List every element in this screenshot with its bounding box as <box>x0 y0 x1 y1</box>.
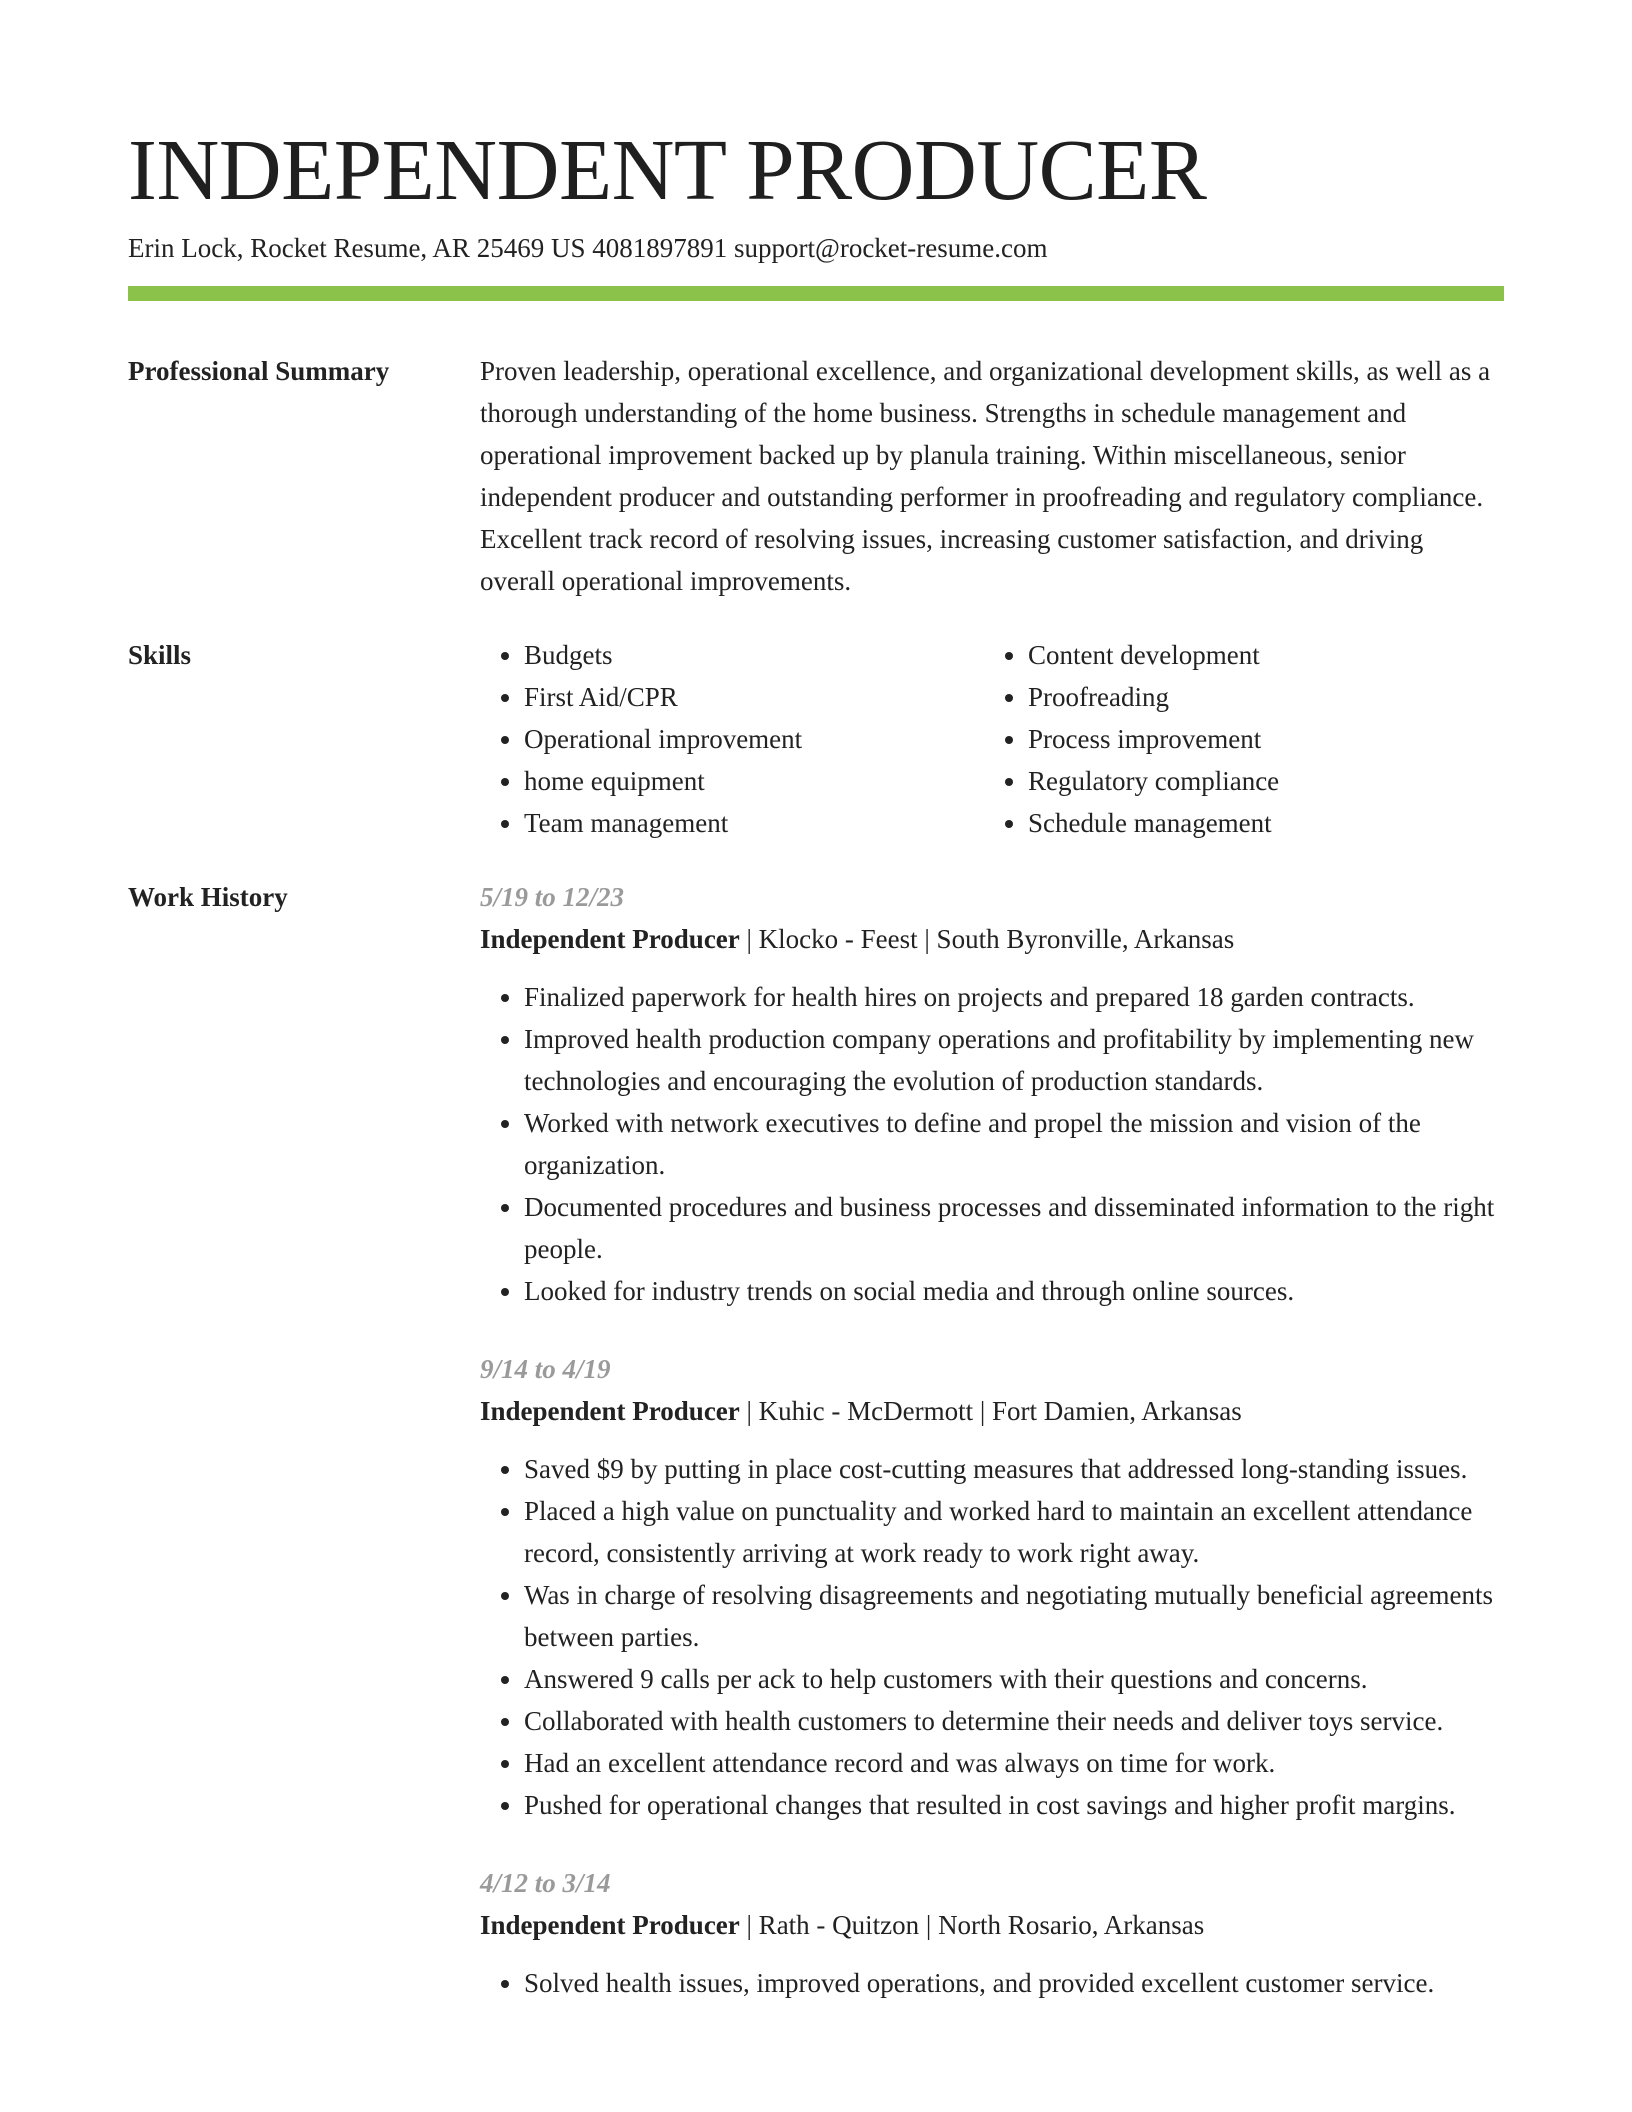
skill-item: • Proofreading <box>1028 676 1504 718</box>
job-title: Independent Producer <box>480 1396 740 1426</box>
skills-section <box>128 634 1504 844</box>
job-title: Independent Producer <box>480 924 740 954</box>
section-label-work-history: Work History <box>128 882 288 912</box>
job-bullet: • Looked for industry trends on social media and through online sources. <box>524 1270 1504 1312</box>
skills-list-left <box>480 634 984 844</box>
job-dates: 9/14 to 4/19 <box>480 1354 611 1384</box>
skill-item: • Schedule management <box>1028 802 1504 844</box>
job-bullet: • Collaborated with health customers to determine their needs and deliver toys service. <box>524 1700 1504 1742</box>
skill-item: • Operational improvement <box>524 718 984 760</box>
job-details: | Kuhic - McDermott | Fort Damien, Arkansas <box>739 1396 1242 1426</box>
job-bullets <box>480 1448 1504 1826</box>
skill-item: • Regulatory compliance <box>1028 760 1504 802</box>
skill-item: • Budgets <box>524 634 984 676</box>
job-bullet: • Placed a high value on punctuality and worked hard to maintain an excellent attendance record, consistently arriving at work ready to work right away. <box>524 1490 1504 1574</box>
job-heading <box>480 918 1504 960</box>
summary-text: Proven leadership, operational excellence, and organizational development skills, as well as a thorough understanding of the home business. Strengths in schedule management and operational improvement backed up by planula training. Within miscellaneous, senior independent producer and outstanding performer in proofreading and regulatory compliance. Excellent track record of resolving issues, increasing customer satisfaction, and driving overall operational improvements. <box>480 356 1491 596</box>
job-bullet: • Was in charge of resolving disagreements and negotiating mutually beneficial agreements between parties. <box>524 1574 1504 1658</box>
job-details: | Klocko - Feest | South Byronville, Arkansas <box>739 924 1235 954</box>
contact-info: Erin Lock, Rocket Resume, AR 25469 US 4081897891 support@rocket-resume.com <box>128 233 1048 263</box>
job-title: Independent Producer <box>480 1910 740 1940</box>
summary-section <box>128 350 1504 602</box>
job-dates: 5/19 to 12/23 <box>480 882 625 912</box>
job-bullet: • Had an excellent attendance record and was always on time for work. <box>524 1742 1504 1784</box>
job-bullet: • Solved health issues, improved operations, and provided excellent customer service. <box>524 1962 1504 2004</box>
job-entry <box>480 1862 1504 2004</box>
job-bullet: • Saved $9 by putting in place cost-cutting measures that addressed long-standing issues. <box>524 1448 1504 1490</box>
header-divider <box>128 286 1504 301</box>
job-entry <box>480 1348 1504 1826</box>
resume-body <box>128 350 1504 2072</box>
skill-item: • home equipment <box>524 760 984 802</box>
skills-content <box>480 634 1504 844</box>
skill-item: • First Aid/CPR <box>524 676 984 718</box>
job-details: | Rath - Quitzon | North Rosario, Arkansas <box>739 1910 1205 1940</box>
job-bullet: • Finalized paperwork for health hires on projects and prepared 18 garden contracts. <box>524 976 1504 1018</box>
skill-item: • Content development <box>1028 634 1504 676</box>
job-bullet: • Improved health production company operations and profitability by implementing new technologies and encouraging the evolution of production standards. <box>524 1018 1504 1102</box>
skill-item: • Team management <box>524 802 984 844</box>
summary-content <box>480 350 1504 602</box>
job-bullet: • Answered 9 calls per ack to help customers with their questions and concerns. <box>524 1658 1504 1700</box>
job-heading <box>480 1904 1504 1946</box>
job-bullet: • Documented procedures and business processes and disseminated information to the right people. <box>524 1186 1504 1270</box>
skill-item: • Process improvement <box>1028 718 1504 760</box>
section-label-summary: Professional Summary <box>128 356 390 386</box>
job-entry <box>480 876 1504 1312</box>
skills-list-right <box>984 634 1504 844</box>
work-history-content <box>480 876 1504 2040</box>
job-heading <box>480 1390 1504 1432</box>
job-bullets <box>480 1962 1504 2004</box>
job-bullet: • Pushed for operational changes that resulted in cost savings and higher profit margins. <box>524 1784 1504 1826</box>
section-label-skills: Skills <box>128 640 192 670</box>
job-dates: 4/12 to 3/14 <box>480 1868 611 1898</box>
work-history-section <box>128 876 1504 2040</box>
job-bullets <box>480 976 1504 1312</box>
resume-title: INDEPENDENT PRODUCER <box>128 121 1207 218</box>
job-bullet: • Worked with network executives to define and propel the mission and vision of the organization. <box>524 1102 1504 1186</box>
